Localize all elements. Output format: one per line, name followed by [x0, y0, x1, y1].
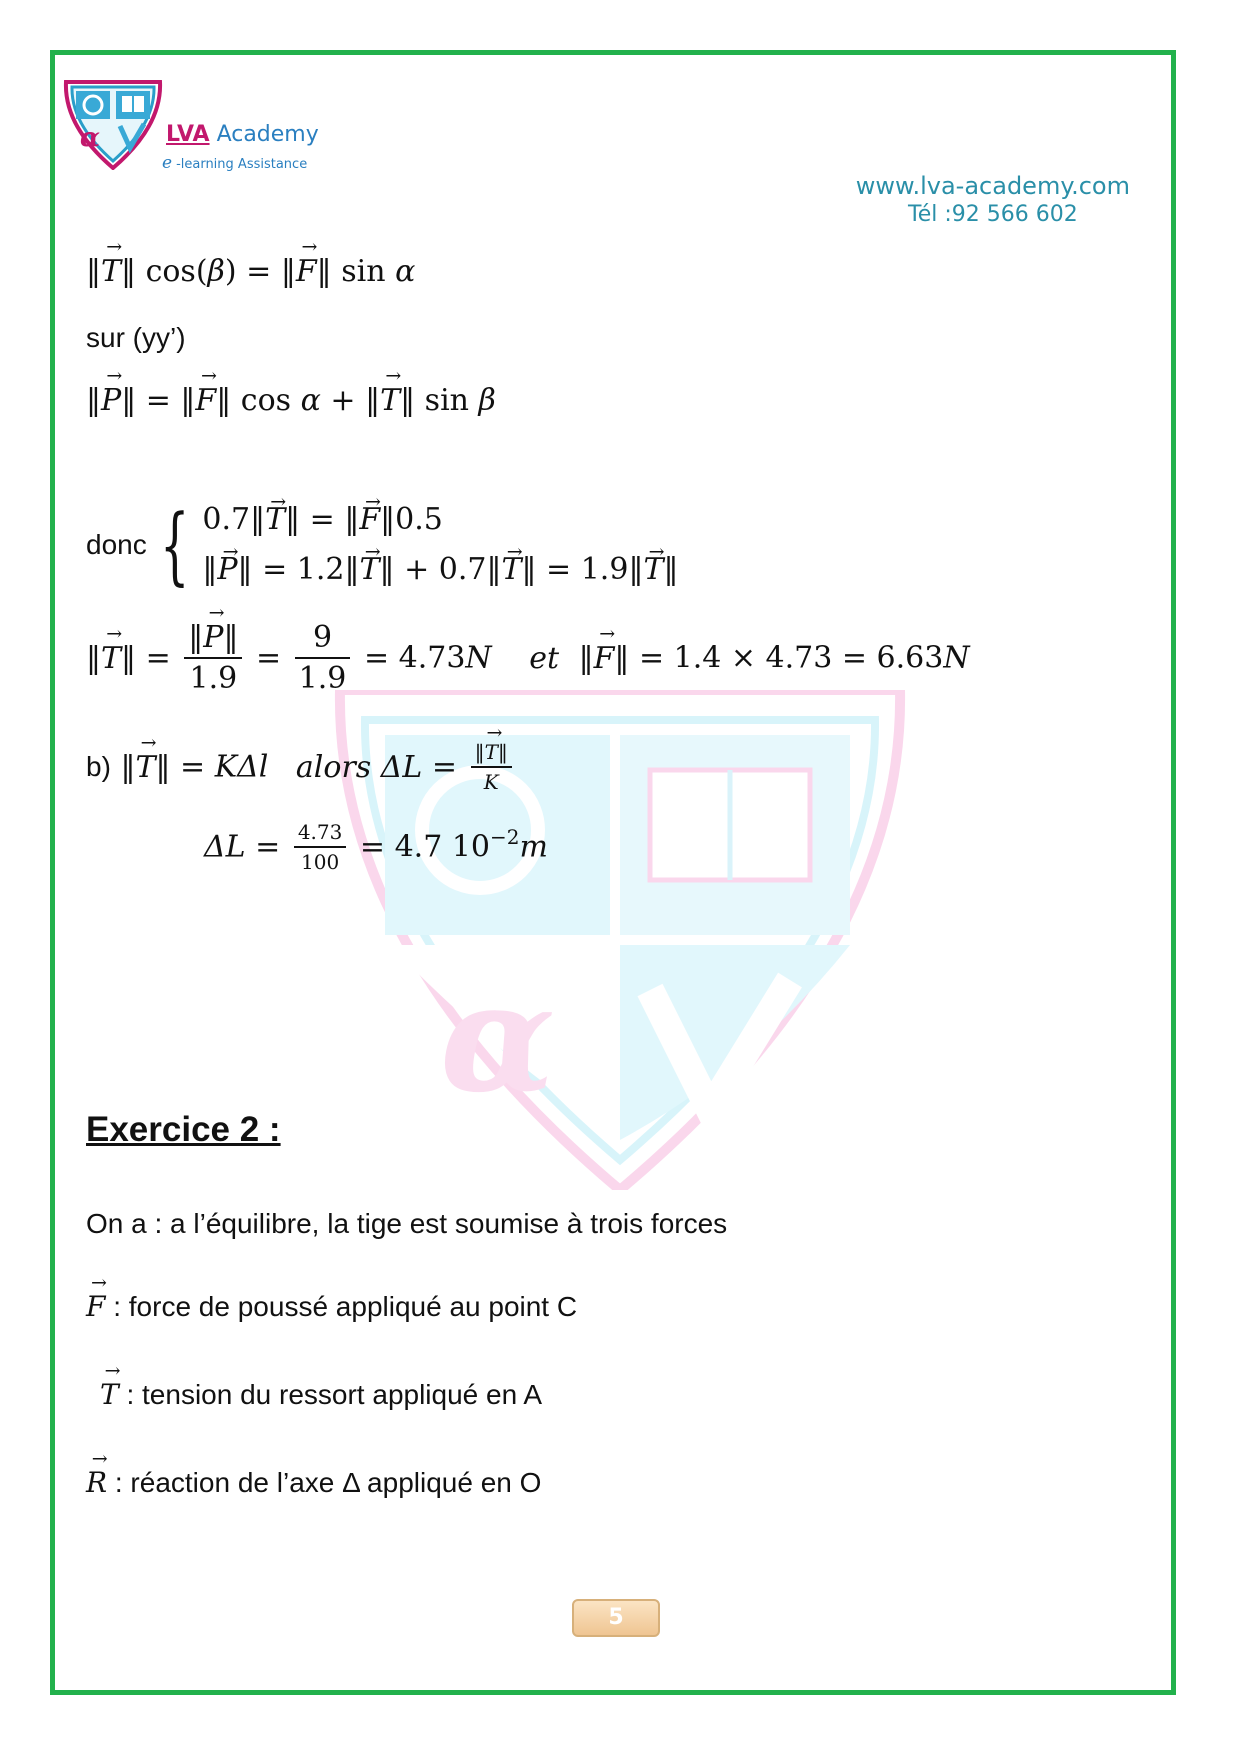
vector-T: → T: [360, 545, 380, 595]
equals-sign: =: [546, 552, 572, 587]
contact-block: [856, 172, 1130, 227]
unit: N: [943, 640, 970, 676]
cos-label: cos(: [145, 254, 208, 289]
beta-symbol: β: [478, 383, 496, 418]
coef: 0.7: [202, 502, 251, 537]
brand-tagline: [162, 153, 307, 173]
equals-sign: =: [145, 640, 171, 676]
beta-symbol: β: [207, 254, 225, 289]
part-b-label: b): [86, 751, 111, 782]
denominator: 100: [301, 850, 340, 874]
vector-T: → T: [485, 740, 498, 764]
plus-sign: +: [330, 383, 356, 418]
brand-tag-e: e: [162, 153, 173, 173]
equals-sign: =: [255, 829, 281, 865]
et-word: et: [529, 640, 560, 676]
denominator: 1.9: [189, 661, 238, 696]
watermark-alpha: α: [440, 950, 556, 1126]
coef: 1.2: [296, 552, 345, 587]
unit: m: [519, 829, 548, 865]
equals-sign: =: [309, 502, 335, 537]
delta-l-value: = 4.7 10: [359, 829, 490, 865]
vector-F: → F: [296, 254, 317, 289]
denominator: K: [483, 770, 499, 794]
force-result: = 1.4 × 4.73 = 6.63: [638, 640, 944, 676]
force-item: [86, 1290, 577, 1323]
alpha-symbol: α: [300, 383, 321, 418]
vector-F: → F: [195, 383, 216, 418]
equals-sign: =: [431, 749, 458, 785]
equals-sign: =: [262, 552, 288, 587]
coef: 0.7: [438, 552, 487, 587]
vector-T: → T: [101, 641, 121, 676]
page-number: 5: [572, 1599, 660, 1637]
fraction: [294, 820, 347, 874]
left-brace: {: [159, 496, 190, 594]
delta-l: ΔL: [204, 829, 246, 865]
vector-F: → F: [359, 495, 380, 545]
force-item: [100, 1378, 542, 1411]
logo-alpha: α: [80, 123, 101, 153]
exponent: −2: [490, 825, 520, 849]
equals-sign: =: [255, 640, 282, 676]
phone-number: Tél :92 566 602: [908, 202, 1078, 227]
sin-label: sin: [341, 254, 386, 289]
fraction: $\frac{‖\to T‖}{K}$: [471, 740, 512, 794]
cos-close: ): [224, 254, 237, 289]
equation-py: ‖→ P‖ = ‖→ F‖ cos α + ‖→ T‖ sin β: [86, 383, 496, 418]
vector-T: → T: [265, 495, 285, 545]
sin-label: sin: [424, 383, 469, 418]
value: 0.5: [395, 502, 443, 537]
vector-T: → T: [135, 750, 155, 785]
system-row-2: ‖→ P‖ = 1.2‖→ T‖ + 0.7‖→ T‖ = 1.9‖→ T‖: [202, 545, 678, 595]
equation-tension-result: ‖→ T‖ = $\frac{‖\to P‖}{1.9}$ = $\frac{9}{1.9}$ = 4.73N et ‖→ F‖ = 1.4 × 4.73 = 6.63N: [86, 620, 970, 696]
vector-F: → F: [594, 641, 615, 676]
numerator: 4.73: [294, 820, 347, 848]
exercise-heading: Exercice 2 :: [86, 1110, 281, 1149]
equation-system: [86, 495, 678, 595]
brand-tag-text: -learning Assistance: [176, 157, 308, 172]
numerator: 9: [295, 620, 351, 659]
system-row-1: 0.7‖→ T‖ = ‖→ F‖0.5: [202, 495, 678, 545]
brand-academy: Academy: [216, 122, 319, 147]
donc-label: donc: [86, 529, 147, 560]
alpha-symbol: α: [395, 254, 416, 289]
equals-sign: =: [246, 254, 272, 289]
brand-lva: LVA: [166, 122, 210, 147]
vector-T: → T: [100, 1378, 119, 1411]
k-delta-l: KΔl: [214, 749, 269, 785]
vector-F: → F: [86, 1290, 105, 1323]
unit: N: [465, 640, 492, 676]
denominator: 1.9: [298, 661, 347, 696]
brand-name: [166, 122, 319, 147]
vector-P: → P: [203, 620, 223, 655]
fraction: [295, 620, 351, 696]
result: = 4.73: [363, 640, 466, 676]
equation-delta-l: [204, 820, 548, 874]
vector-R: → R: [86, 1466, 107, 1499]
vector-P: → P: [101, 383, 121, 418]
vector-T: → T: [101, 254, 121, 289]
vector-P: → P: [217, 545, 237, 595]
cos-label: cos: [240, 383, 292, 418]
lva-academy-logo: [58, 78, 168, 170]
alors-delta-l: alors ΔL: [295, 749, 423, 785]
equation-spring: b) ‖→ T‖ = KΔl alors ΔL = $\frac{‖\to T‖}{K}$: [86, 740, 516, 794]
force-description: : réaction de l’axe Δ appliqué en O: [107, 1467, 542, 1498]
force-item: [86, 1466, 541, 1499]
fraction: $\frac{‖\to P‖}{1.9}$: [184, 620, 242, 696]
exercise-intro: On a : a l’équilibre, la tige est soumise à trois forces: [86, 1208, 728, 1239]
vector-T: → T: [501, 545, 521, 595]
website-link[interactable]: www.lva-academy.com: [855, 172, 1130, 200]
force-description: : tension du ressort appliqué en A: [118, 1379, 543, 1410]
force-description: : force de poussé appliqué au point C: [105, 1291, 578, 1322]
axis-label-yy: sur (yy’): [86, 322, 186, 353]
vector-T: → T: [643, 545, 663, 595]
equals-sign: =: [145, 383, 171, 418]
plus-sign: +: [404, 552, 430, 587]
coef: 1.9: [580, 552, 629, 587]
equation-tx: ‖→ T‖ cos(β) = ‖→ F‖ sin α: [86, 254, 415, 289]
equals-sign: =: [180, 749, 206, 785]
vector-T: → T: [380, 383, 400, 418]
